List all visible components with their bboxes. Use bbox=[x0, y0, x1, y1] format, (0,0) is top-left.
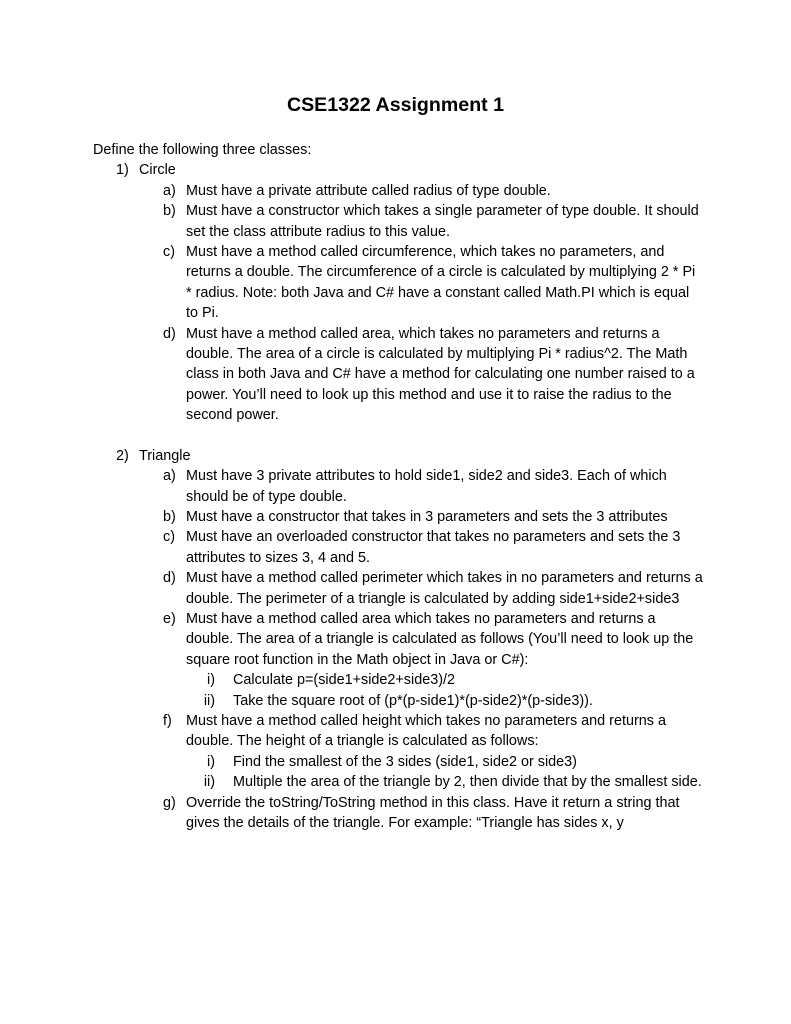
section-heading bbox=[93, 160, 703, 180]
list-item bbox=[93, 201, 703, 242]
list-item bbox=[93, 711, 703, 793]
item-text: Must have a constructor which takes a single parameter of type double. It should set the class attribute radius to this value. bbox=[186, 203, 699, 240]
section-number: 1) bbox=[116, 162, 129, 179]
section-heading bbox=[93, 446, 703, 466]
sub-item-numeral: i) bbox=[207, 672, 215, 689]
item-letter: d) bbox=[163, 570, 176, 587]
list-item bbox=[93, 242, 703, 324]
section-circle bbox=[93, 160, 703, 425]
list-item bbox=[93, 181, 703, 201]
document-body bbox=[93, 140, 703, 833]
sub-item-text: Multiple the area of the triangle by 2, then divide that by the smallest side. bbox=[233, 774, 702, 791]
sub-list-item bbox=[93, 772, 703, 792]
section-triangle bbox=[93, 446, 703, 834]
item-text: Must have 3 private attributes to hold side1, side2 and side3. Each of which should be of type double. bbox=[186, 468, 667, 505]
intro-text: Define the following three classes: bbox=[93, 142, 312, 158]
list-item bbox=[93, 568, 703, 609]
sub-list-item bbox=[93, 752, 703, 772]
item-text: Must have a method called perimeter which takes in no parameters and returns a double. The perimeter of a triangle is calculated by adding side1+side2+side3 bbox=[186, 570, 703, 607]
item-letter: a) bbox=[163, 468, 176, 485]
section-name: Triangle bbox=[139, 447, 191, 464]
item-letter: b) bbox=[163, 203, 176, 220]
section-name: Circle bbox=[139, 162, 176, 179]
sub-item-text: Find the smallest of the 3 sides (side1, side2 or side3) bbox=[233, 753, 577, 770]
sub-list bbox=[186, 670, 703, 711]
item-text: Must have a private attribute called radius of type double. bbox=[186, 182, 551, 199]
sub-list-item bbox=[93, 691, 703, 711]
sub-item-text: Calculate p=(side1+side2+side3)/2 bbox=[233, 672, 456, 689]
requirement-list bbox=[93, 181, 703, 426]
item-text: Must have a method called area which takes no parameters and returns a double. The area of a triangle is calculated as follows (You’ll need to look up the square root function in the Math object in Java or C#): bbox=[186, 610, 694, 668]
item-letter: g) bbox=[163, 794, 176, 811]
sub-item-numeral: i) bbox=[207, 753, 215, 770]
item-letter: e) bbox=[163, 610, 176, 627]
list-item bbox=[93, 324, 703, 426]
requirement-list bbox=[93, 466, 703, 833]
list-item bbox=[93, 527, 703, 568]
item-text: Must have a constructor that takes in 3 parameters and sets the 3 attributes bbox=[186, 508, 668, 525]
list-item bbox=[93, 507, 703, 527]
sub-item-numeral: ii) bbox=[203, 774, 215, 791]
list-item bbox=[93, 609, 703, 711]
item-letter: c) bbox=[163, 529, 175, 546]
sub-item-text: Take the square root of (p*(p-side1)*(p-side2)*(p-side3)). bbox=[233, 692, 593, 709]
item-text: Must have an overloaded constructor that takes no parameters and sets the 3 attributes to sizes 3, 4 and 5. bbox=[186, 529, 681, 566]
document-title: CSE1322 Assignment 1 bbox=[286, 94, 505, 116]
section-number: 2) bbox=[116, 447, 129, 464]
item-text: Override the toString/ToString method in this class. Have it return a string that gives the details of the triangle. For example: “Triangle has sides x, y bbox=[186, 794, 680, 831]
list-item bbox=[93, 793, 703, 834]
item-text: Must have a method called height which takes no parameters and returns a double. The height of a triangle is calculated as follows: bbox=[186, 712, 666, 750]
item-letter: f) bbox=[163, 712, 172, 729]
list-item bbox=[93, 466, 703, 507]
item-letter: c) bbox=[163, 244, 175, 261]
sub-item-numeral: ii) bbox=[203, 692, 215, 709]
sub-list-item bbox=[93, 670, 703, 690]
item-text: Must have a method called area, which takes no parameters and returns a double. The area of a circle is calculated by multiplying Pi * radius^2. The Math class in both Java and C# have a method for calculating one number raised to a power. You’ll need to look up this method and use it to raise the radius to the second power. bbox=[186, 325, 695, 424]
item-letter: b) bbox=[163, 508, 176, 525]
item-letter: a) bbox=[163, 182, 176, 199]
item-letter: d) bbox=[163, 325, 176, 342]
sub-list bbox=[186, 752, 703, 793]
item-text: Must have a method called circumference, which takes no parameters, and returns a double. The circumference of a circle is calculated by multiplying 2 * Pi * radius. Note: both Java and C# have a constant called Math.PI which is equal to Pi. bbox=[186, 244, 696, 322]
